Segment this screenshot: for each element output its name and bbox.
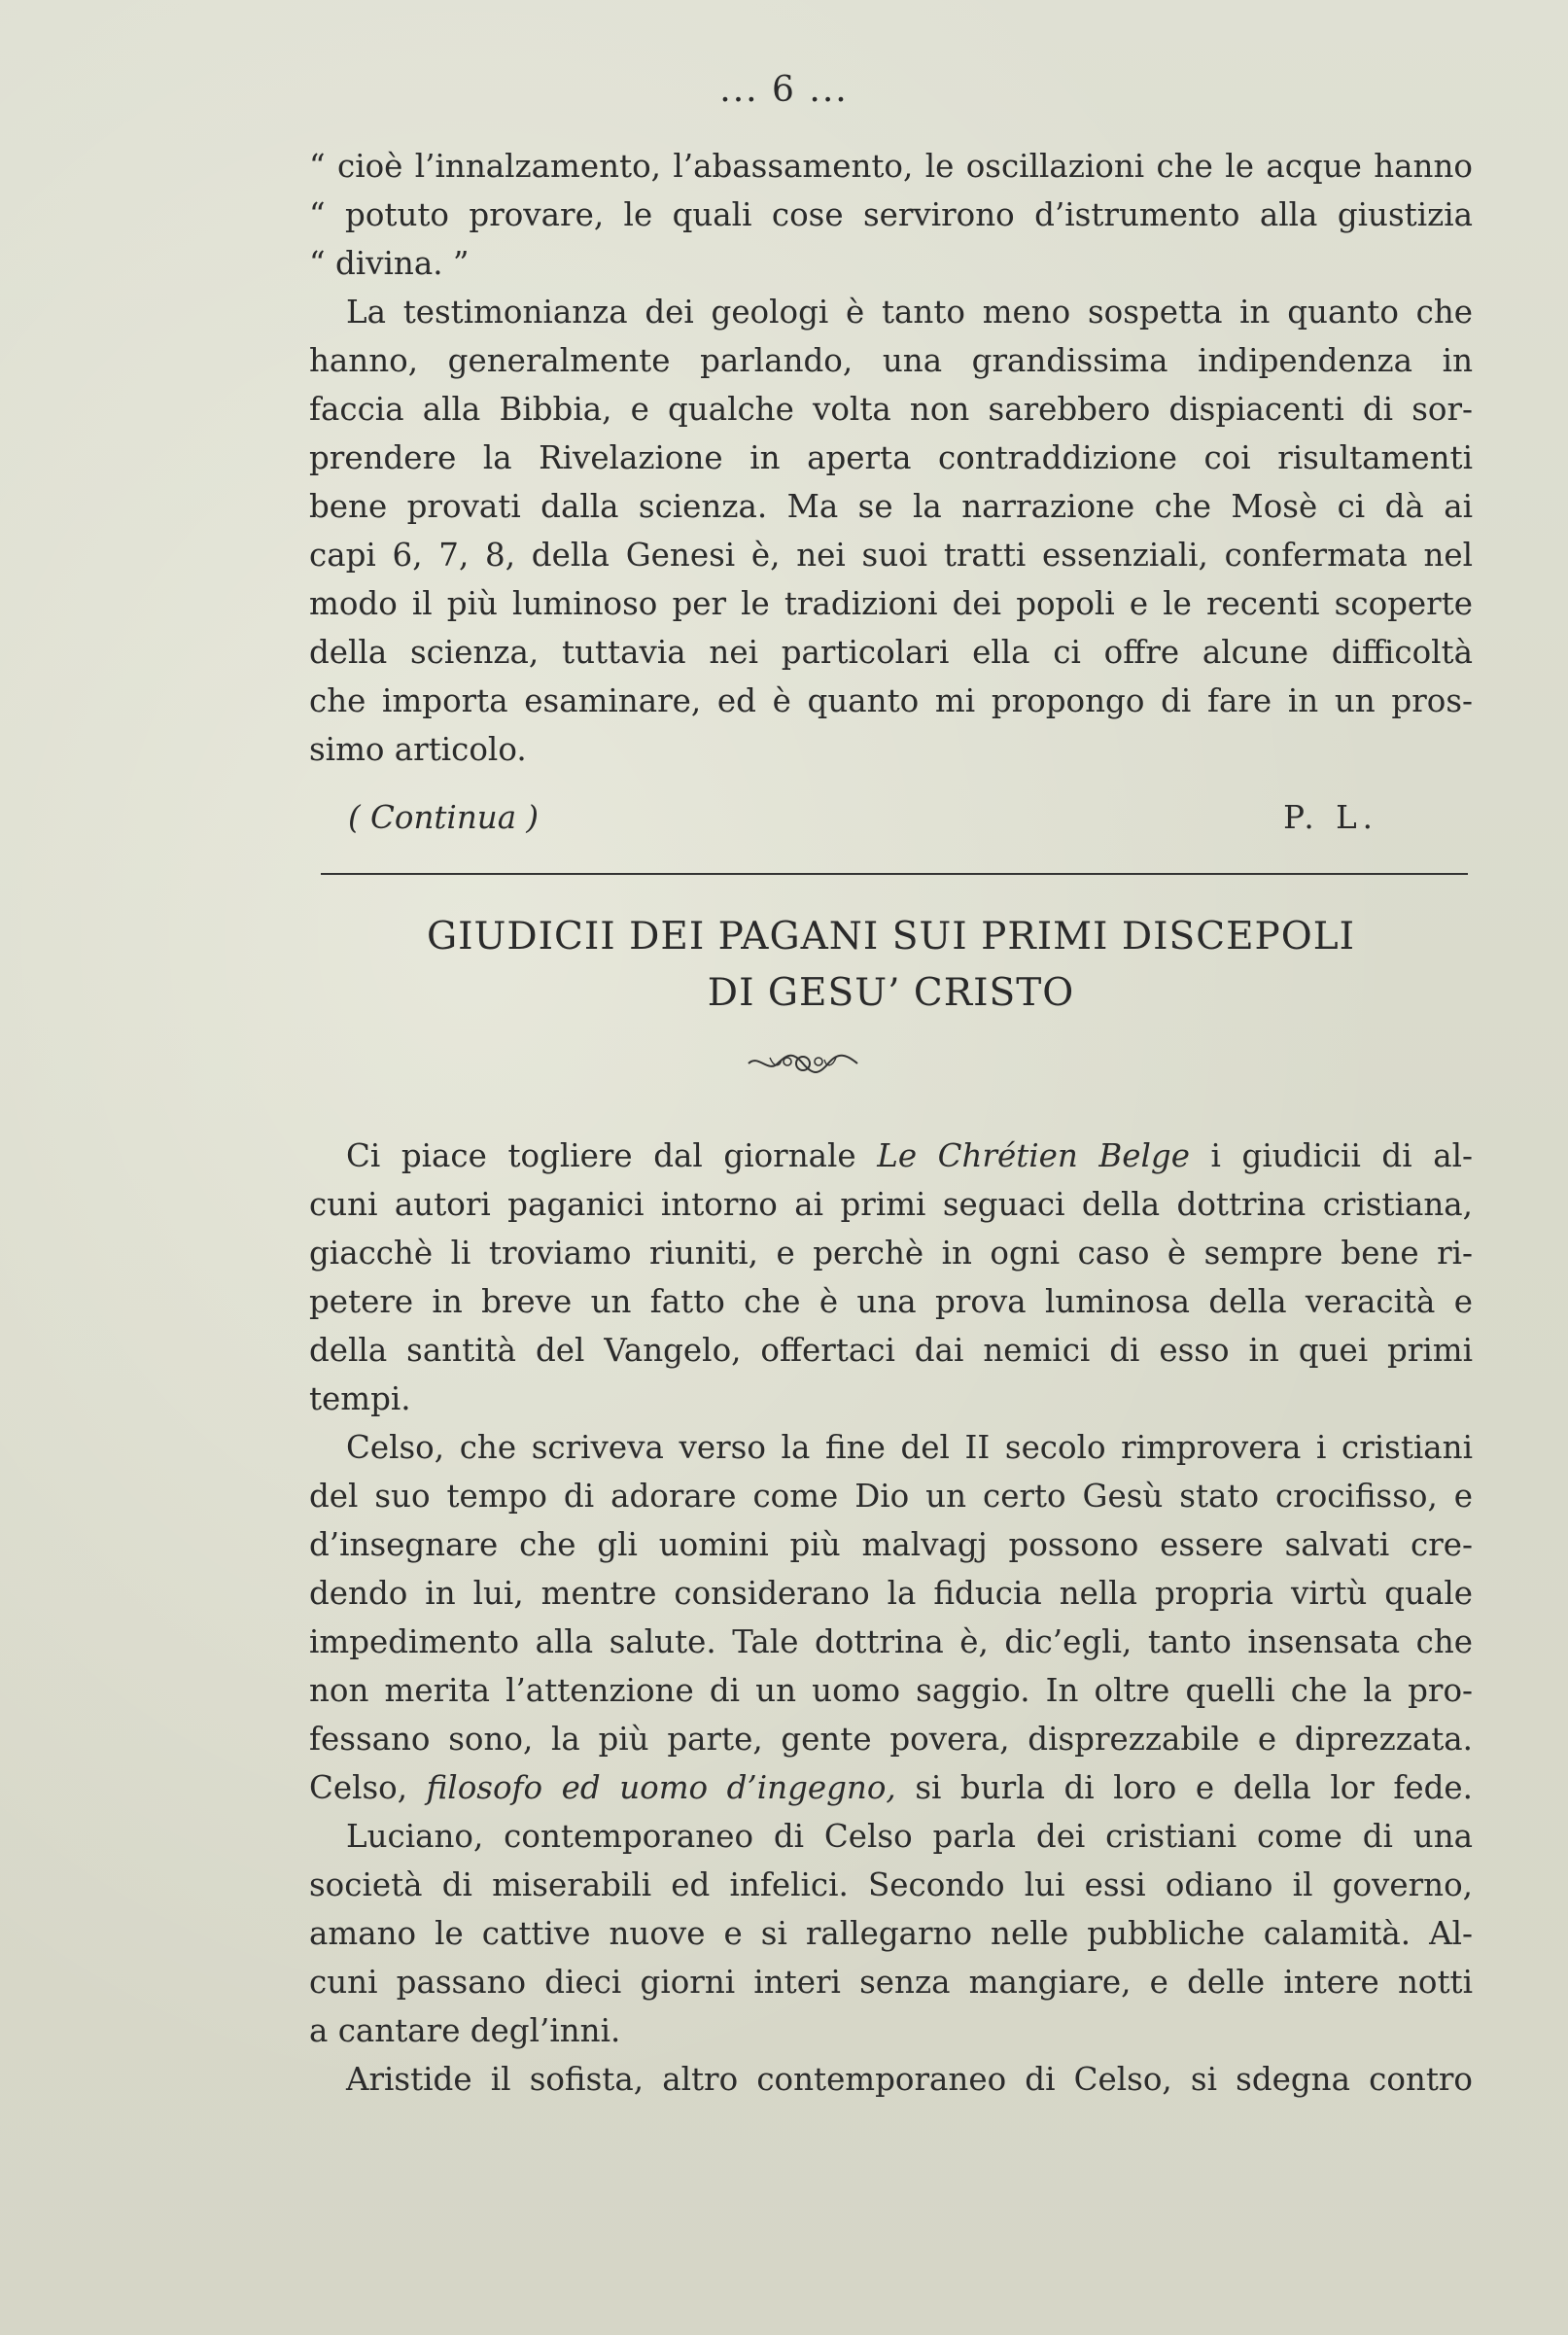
text-line: tempi. — [309, 1380, 411, 1417]
article-continuation — [309, 142, 1473, 774]
text-line: Aristide il sofista, altro contemporaneo di Celso, si sdegna contro — [346, 2061, 1473, 2098]
text-line: che importa esaminare, ed è quanto mi propongo di fare in un pros- — [309, 682, 1473, 719]
text-line: amano le cattive nuove e si rallegarno nelle pubbliche calamità. Al- — [309, 1915, 1473, 1952]
text-line — [309, 1763, 1473, 1812]
text-line: fessano sono, la più parte, gente povera, disprezzabile e diprezzata. — [309, 1721, 1473, 1758]
text-line: società di miserabili ed infelici. Secondo lui essi odiano il governo, — [309, 1866, 1473, 1903]
text-line: modo il più luminoso per le tradizioni dei popoli e le recenti scoperte — [309, 585, 1473, 622]
text-fragment: secolo rimprovera i cristiani — [1004, 1429, 1473, 1466]
text-line: a cantare degl’inni. — [309, 2012, 621, 2049]
text-line: della santità del Vangelo, offertaci dai nemici di esso in quei primi — [309, 1332, 1473, 1369]
text-line: petere in breve un fatto che è una prova luminosa della veracità e — [309, 1283, 1473, 1320]
text-line: La testimonianza dei geologi è tanto meno sospetta in quanto che — [346, 294, 1473, 331]
article-title: GIUDICII DEI PAGANI SUI PRIMI DISCEPOLI — [426, 915, 1356, 958]
ornament-flourish-icon — [745, 1044, 861, 1083]
article-body — [309, 1132, 1473, 2104]
quote-line: “ divina. ” — [309, 245, 470, 282]
emphasis-text: filosofo ed uomo d’ingegno, — [426, 1769, 896, 1806]
text-line: prendere la Rivelazione in aperta contraddizione coi risultamenti — [309, 439, 1473, 476]
text-fragment: Celso, che scriveva verso la fine del — [346, 1429, 950, 1466]
newspaper-title: Le Chrétien Belge — [877, 1137, 1190, 1174]
text-line: dendo in lui, mentre considerano la fiducia nella propria virtù quale — [309, 1575, 1473, 1612]
century-numeral: II — [964, 1429, 991, 1466]
section-divider — [321, 873, 1468, 875]
text-line: impedimento alla salute. Tale dottrina è, dic’egli, tanto insensata che — [309, 1623, 1473, 1660]
text-line: simo articolo. — [309, 731, 527, 768]
text-fragment: Ci piace togliere dal giornale — [346, 1137, 856, 1174]
text-line: d’insegnare che gli uomini più malvagj possono essere salvati cre- — [309, 1526, 1473, 1563]
text-line: bene provati dalla scienza. Ma se la narrazione che Mosè ci dà ai — [309, 488, 1473, 525]
text-line: giacchè li troviamo riuniti, e perchè in ogni caso è sempre bene ri- — [309, 1235, 1473, 1272]
text-line: della scienza, tuttavia nei particolari ella ci offre alcune difficoltà — [309, 634, 1473, 671]
text-line: capi 6, 7, 8, della Genesi è, nei suoi tratti essenziali, confermata nel — [309, 537, 1473, 574]
text-line — [309, 1132, 1473, 1180]
quote-line: “ potuto provare, le quali cose servirono d’istrumento alla giustizia — [309, 196, 1473, 233]
text-line: cuni autori paganici intorno ai primi seguaci della dottrina cristiana, — [309, 1186, 1473, 1223]
page-number: ... 6 ... — [719, 70, 849, 110]
text-line: non merita l’attenzione di un uomo saggio. In oltre quelli che la pro- — [309, 1672, 1473, 1709]
author-initials: P. L. — [1283, 799, 1378, 836]
text-line: cuni passano dieci giorni interi senza mangiare, e delle intere notti — [309, 1964, 1473, 2001]
continua-note: ( Continua ) — [348, 799, 540, 836]
text-line — [309, 1423, 1473, 1472]
text-fragment: i giudicii di al- — [1210, 1137, 1473, 1174]
text-line: del suo tempo di adorare come Dio un certo Gesù stato crocifisso, e — [309, 1478, 1473, 1515]
text-line: faccia alla Bibbia, e qualche volta non sarebbero dispiacenti di sor- — [309, 391, 1473, 428]
text-line: hanno, generalmente parlando, una grandissima indipendenza in — [309, 342, 1473, 379]
text-line: Luciano, contemporaneo di Celso parla dei cristiani come di una — [346, 1818, 1473, 1855]
quote-line: “ cioè l’innalzamento, l’abassamento, le oscillazioni che le acque hanno — [309, 148, 1473, 185]
text-fragment: si burla di loro e della lor fede. — [915, 1769, 1473, 1806]
text-fragment: Celso, — [309, 1769, 408, 1806]
article-title: DI GESU’ CRISTO — [707, 971, 1075, 1015]
